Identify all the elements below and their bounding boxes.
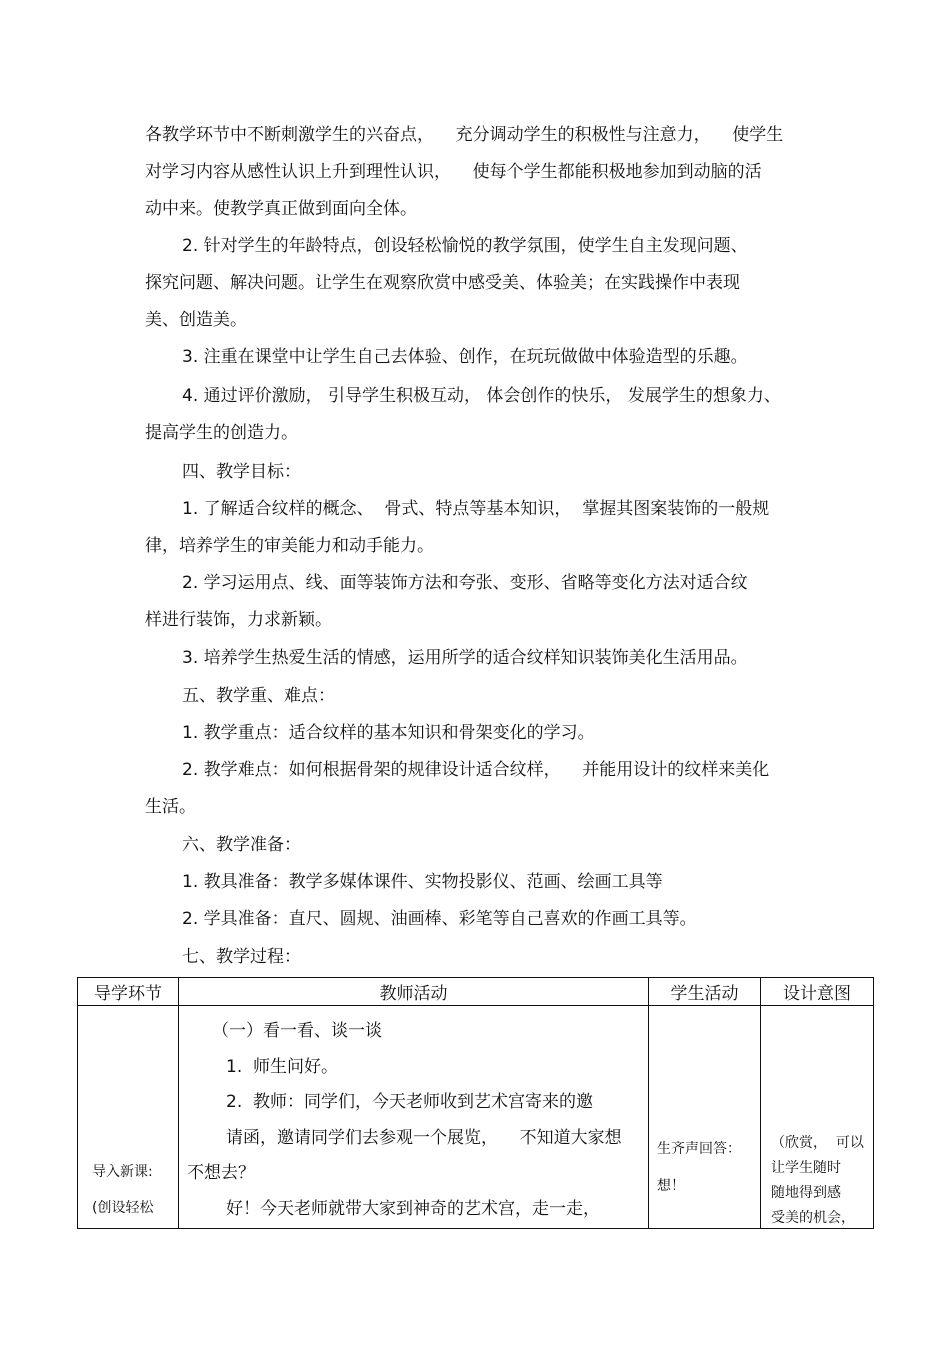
- intent-text: 受美的机会，: [771, 1210, 855, 1226]
- teacher-text: 1. 师生问好。: [226, 1057, 339, 1077]
- header-design-intent: 设计意图: [761, 978, 874, 1006]
- paragraph-line: 探究问题、解决问题。让学生在观察欣赏中感受美、体验美；在实践操作中表现: [145, 273, 740, 293]
- paragraph-line: 1. 教具准备：教学多媒体课件、实物投影仪、范画、绘画工具等: [182, 872, 663, 892]
- section-heading: 七、教学过程：: [182, 947, 301, 967]
- paragraph-line: 2. 学具准备：直尺、圆规、油画棒、彩笔等自己喜欢的作画工具等。: [182, 909, 697, 929]
- paragraph-line: 各教学环节中不断刺激学生的兴奋点， 充分调动学生的积极性与注意力， 使学生: [145, 125, 784, 145]
- teacher-text: 请函，邀请同学们去参观一个展览， 不知道大家想: [226, 1128, 622, 1148]
- teacher-text: 不想去？: [187, 1163, 255, 1183]
- design-intent-cell: [761, 1006, 874, 1229]
- paragraph-line: 3. 注重在课堂中让学生自己去体验、创作，在玩玩做做中体验造型的乐趣。: [182, 347, 748, 367]
- header-teacher-activity: 教师活动: [179, 978, 649, 1006]
- intent-text: （欣赏， 可以: [771, 1135, 864, 1151]
- table-header-row: [78, 978, 874, 1006]
- paragraph-line: 生活。: [145, 797, 196, 817]
- header-student-activity: 学生活动: [649, 978, 761, 1006]
- student-activity-cell: [649, 1006, 761, 1229]
- intent-text: 随地得到感: [771, 1185, 841, 1201]
- paragraph-line: 2. 针对学生的年龄特点，创设轻松愉悦的教学氛围，使学生自主发现问题、: [182, 236, 748, 256]
- paragraph-line: 2. 教学难点：如何根据骨架的规律设计适合纹样， 并能用设计的纹样来美化: [182, 760, 770, 780]
- paragraph-line: 4. 通过评价激励， 引导学生积极互动， 体会创作的快乐， 发展学生的想象力、: [182, 386, 781, 406]
- teacher-text: 2. 教师：同学们，今天老师收到艺术宫寄来的邀: [226, 1092, 594, 1112]
- intent-text: 让学生随时: [771, 1160, 841, 1176]
- section-heading: 四、教学目标：: [182, 462, 301, 482]
- paragraph-line: 对学习内容从感性认识上升到理性认识， 使每个学生都能积极地参加到动脑的活: [145, 162, 762, 182]
- paragraph-line: 美、创造美。: [145, 310, 247, 330]
- section-heading: 六、教学准备：: [182, 835, 301, 855]
- table-row: [78, 1006, 874, 1229]
- paragraph-line: 样进行装饰，力求新颖。: [145, 610, 332, 630]
- header-stage: 导学环节: [78, 978, 179, 1006]
- paragraph-line: 1. 了解适合纹样的概念、 骨式、特点等基本知识， 掌握其图案装饰的一般规: [182, 499, 770, 519]
- stage-cell: [78, 1006, 179, 1229]
- paragraph-line: 3. 培养学生热爱生活的情感，运用所学的适合纹样知识装饰美化生活用品。: [182, 648, 748, 668]
- stage-text: 导入新课:: [92, 1164, 153, 1180]
- paragraph-line: 2. 学习运用点、线、面等装饰方法和夸张、变形、省略等变化方法对适合纹: [182, 573, 748, 593]
- paragraph-line: 1. 教学重点：适合纹样的基本知识和骨架变化的学习。: [182, 723, 595, 743]
- teaching-process-table: [77, 977, 874, 1229]
- teacher-activity-cell: [179, 1006, 649, 1229]
- student-text: 生齐声回答：: [657, 1141, 741, 1157]
- stage-text: (创设轻松: [92, 1200, 154, 1216]
- section-heading: 五、教学重、难点：: [182, 686, 335, 706]
- paragraph-line: 律，培养学生的审美能力和动手能力。: [145, 536, 434, 556]
- teacher-text: （一）看一看、谈一谈: [212, 1021, 382, 1041]
- paragraph-line: 提高学生的创造力。: [145, 423, 298, 443]
- teacher-text: 好！今天老师就带大家到神奇的艺术宫，走一走，: [226, 1199, 600, 1219]
- paragraph-line: 动中来。使教学真正做到面向全体。: [145, 199, 417, 219]
- student-text: 想！: [657, 1178, 685, 1194]
